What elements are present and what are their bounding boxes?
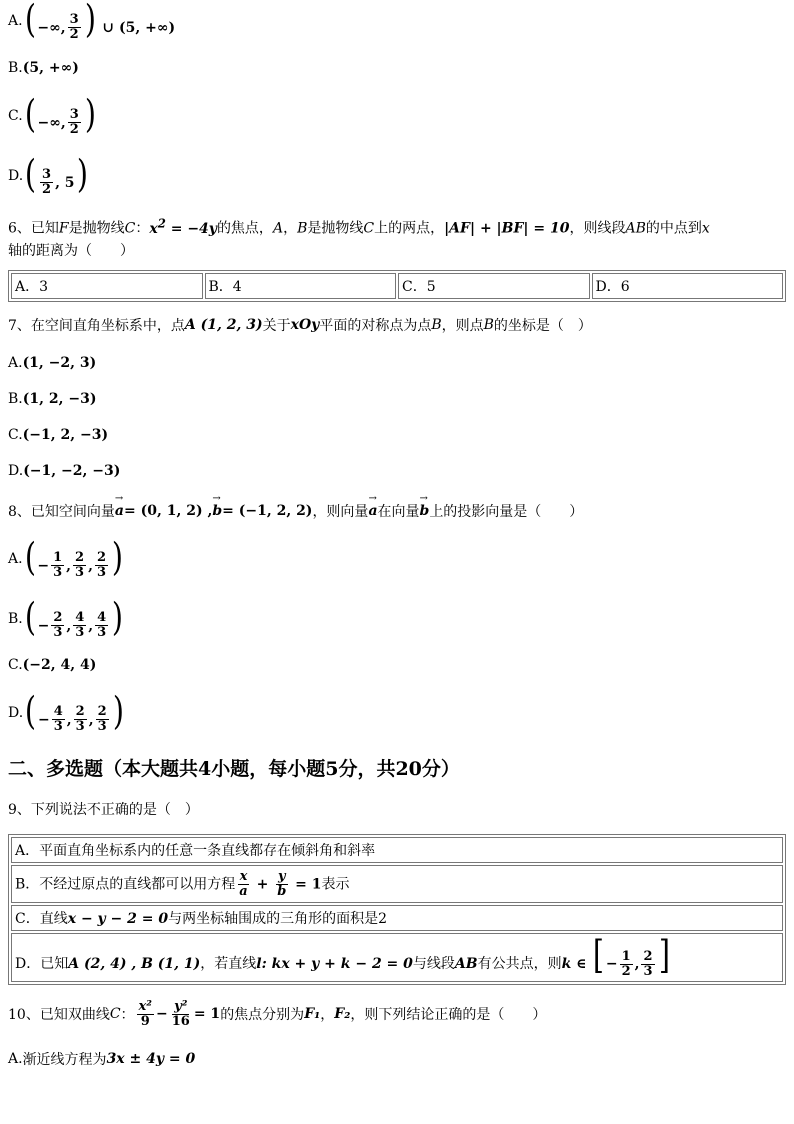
text: ，则下列结论正确的是（ ） (350, 1007, 547, 1023)
option-label: B. (8, 611, 23, 627)
text: ，则点 (441, 318, 484, 334)
text: 轴的距离为（ ） (8, 242, 134, 259)
text: 与两坐标轴围成的三角形的面积是2 (168, 911, 388, 927)
eq-plus: + (251, 876, 274, 892)
q5-d-math: ( $\frac{3}{2}$ , 5) (25, 151, 88, 198)
option-label: D. (8, 463, 24, 479)
vector-b-value: = (−1, 2, 2) (222, 503, 313, 519)
q5-option-a (8, 0, 175, 42)
eq: $x^2 = -4y$ (149, 216, 217, 237)
condition: |AF| + |BF| = 10 (444, 220, 570, 237)
q7-option-c (8, 424, 108, 446)
option-label: A. (8, 551, 23, 567)
option-label: B. (8, 60, 23, 76)
text: 与线段 (412, 956, 455, 972)
q8-question (8, 500, 583, 522)
q9-option-c[interactable] (11, 905, 783, 931)
q5-c-math: ( −∞, $\frac{3}{2}$ ) (24, 91, 96, 138)
text: ， (283, 220, 298, 237)
text: ，则向量 (312, 504, 369, 520)
q10-question: 10、 已知双曲线 C ： $\frac{\text{x²}}{9}$ − $\frac{\text{y²}}{16}$ = 1 的焦点分别为 F₁ ， F₂ ，则下列结论正确的是（ ） (8, 998, 547, 1029)
eq-rhs: = 1 (193, 1006, 221, 1022)
var: k ∈ (561, 956, 587, 972)
var: F (58, 220, 69, 237)
q5-option-b (8, 56, 79, 80)
text: 是抛物线 (68, 220, 125, 237)
vector-b: → b (212, 503, 222, 519)
option-label: C. (8, 657, 23, 673)
option-label: A. (8, 355, 23, 371)
text: 已知 (30, 220, 59, 237)
q6-option-b[interactable]: B．4 (205, 273, 397, 299)
q8-option-c (8, 654, 96, 676)
point: A (1, 2, 3) (184, 317, 263, 333)
section-heading: 二、多选题（本大题共4小题，每小题5分，共20分） (8, 758, 460, 780)
q9-d-interval: [ − $\frac{1}{2}$ , $\frac{2}{3}$ ] (592, 933, 670, 979)
q5-b-math: (5, +∞) (22, 60, 79, 76)
option-value: (−1, −2, −3) (23, 463, 121, 479)
var: x (701, 220, 710, 237)
q6-options-table (8, 270, 786, 302)
q9-option-a[interactable]: A．平面直角坐标系内的任意一条直线都存在倾斜角和斜率 (11, 837, 783, 863)
q8-d-math: ( − $\frac{4}{3}$ , $\frac{2}{3}$ , $\frac{2}{3}$ ) (25, 688, 124, 735)
q9-option-b[interactable]: B．不经过原点的直线都可以用方程 $\frac{x}{a}$ + $\frac{y}{b}$ = 1表示 (11, 865, 783, 903)
eq: 3x ± 4y = 0 (106, 1051, 196, 1067)
var: A (272, 220, 284, 237)
text: 上的两点， (374, 220, 445, 237)
option-label: B. (8, 391, 23, 407)
text: 上的投影向量是（ ） (429, 504, 584, 520)
text: 在空间直角坐标系中，点 (30, 318, 185, 334)
option-label: A. (8, 13, 23, 29)
vector-a-value: = (0, 1, 2) , (124, 503, 213, 519)
q6-option-a[interactable]: A．3 (11, 273, 203, 299)
line-eq: l: kx + y + k − 2 = 0 (256, 956, 413, 972)
option-label: C. (8, 108, 23, 124)
text: 的焦点分别为 (220, 1007, 305, 1023)
text: 已知空间向量 (30, 504, 115, 520)
var: AB (454, 956, 478, 972)
option-value: (1, 2, −3) (22, 391, 97, 407)
eq-rhs: = 1 (290, 876, 322, 892)
text: ，若直线 (200, 956, 257, 972)
q5-option-d (8, 151, 89, 198)
text: B．不经过原点的直线都可以用方程 (15, 876, 236, 892)
option-value: (−1, 2, −3) (22, 427, 109, 443)
points: A (2, 4) , B (1, 1) (68, 956, 201, 972)
text: 渐近线方程为 (22, 1052, 107, 1068)
var: C (109, 1006, 121, 1022)
var: AB (625, 220, 646, 237)
q7-option-d (8, 460, 120, 482)
q5-a-math: ( −∞, $\frac{3}{2}$ ) ∪ (5, +∞) (24, 0, 176, 43)
question-number: 7、 (8, 318, 31, 334)
q6-option-c[interactable]: C．5 (398, 273, 590, 299)
q6-option-d[interactable]: D．6 (592, 273, 784, 299)
q7-option-a (8, 352, 96, 374)
eq: x − y − 2 = 0 (67, 911, 169, 927)
question-number: 8、 (8, 504, 31, 520)
question-number: 10、 (8, 1007, 40, 1023)
text: 下列说法不正确的是（ ） (30, 802, 199, 818)
focus-1: F₁ (304, 1006, 321, 1022)
q8-a-math: ( − $\frac{1}{3}$ , $\frac{2}{3}$ , $\frac{2}{3}$ ) (24, 534, 123, 581)
option-value: (1, −2, 3) (22, 355, 97, 371)
option-label: A. (8, 1051, 23, 1067)
text: 在向量 (377, 504, 420, 520)
option-label: C. (8, 427, 23, 443)
text: 是抛物线 (307, 220, 364, 237)
text: 表示 (321, 876, 350, 892)
q9-option-d[interactable] (11, 933, 783, 982)
q7-question (8, 314, 592, 336)
text: 的焦点， (216, 220, 273, 237)
var: C (363, 220, 375, 237)
q8-option-b (8, 596, 125, 642)
plane: xOy (290, 317, 320, 333)
q10-option-a (8, 1048, 195, 1070)
q7-option-b (8, 388, 96, 410)
option-label: D. (8, 168, 24, 184)
q6-question (8, 212, 788, 262)
question-number: 6、 (8, 220, 31, 237)
text: ： (135, 220, 150, 237)
text: 关于 (262, 318, 291, 334)
text: 已知双曲线 (39, 1007, 110, 1023)
text: ： (120, 1007, 135, 1023)
var: B (431, 317, 442, 333)
text: 的中点到 (645, 220, 702, 237)
q9-options-table (8, 834, 786, 985)
option-value: (−2, 4, 4) (22, 657, 97, 673)
text: D．已知 (15, 956, 69, 972)
text: ， (320, 1007, 335, 1023)
q8-option-a (8, 536, 125, 582)
q5-option-c (8, 91, 98, 138)
focus-2: F₂ (334, 1006, 351, 1022)
question-number: 9、 (8, 802, 31, 818)
q9-question (8, 798, 199, 820)
text: 的坐标是（ ） (493, 318, 592, 334)
vector-a: → a (115, 503, 124, 519)
text: C．直线 (15, 911, 68, 927)
var: B (483, 317, 494, 333)
option-label: D. (8, 705, 24, 721)
vector-a: → a (368, 503, 377, 519)
q8-option-d (8, 690, 125, 736)
var: C (124, 220, 136, 237)
text: ，则线段 (569, 220, 626, 237)
text: 有公共点，则 (477, 956, 562, 972)
text: 平面的对称点为点 (319, 318, 432, 334)
var: B (297, 220, 308, 237)
q8-b-math: ( − $\frac{2}{3}$ , $\frac{4}{3}$ , $\frac{4}{3}$ ) (24, 594, 124, 641)
vector-b: → b (420, 503, 430, 519)
